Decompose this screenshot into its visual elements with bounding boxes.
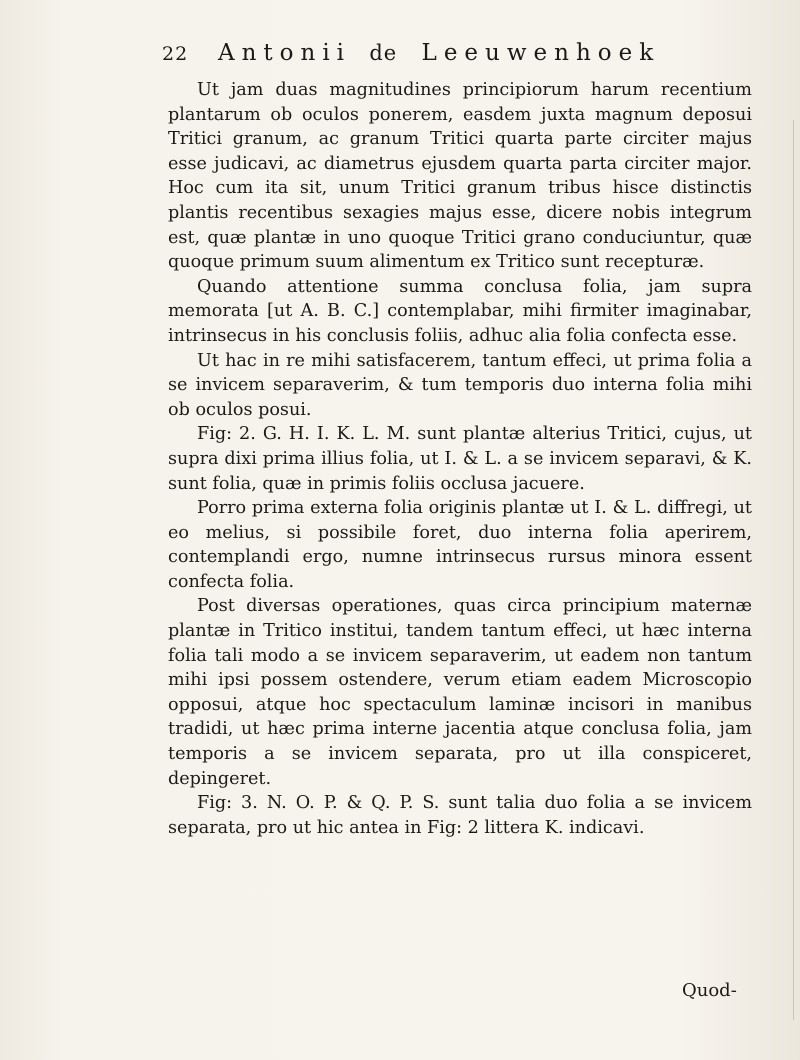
running-title	[218, 40, 660, 66]
paragraph: Fig: 3. N. O. P. & Q. P. S. sunt talia duo folia a se invicem separata, pro ut hic antea in Fig: 2 littera K. indicavi.	[168, 793, 752, 838]
author-first-name: Antonii	[218, 40, 352, 66]
name-particle: de	[369, 41, 398, 65]
body-text	[168, 78, 752, 840]
page-edge-shadow	[793, 120, 794, 1020]
paragraph: Post diversas operationes, quas circa principium maternæ plantæ in Tritico institui, tandem tantum effeci, ut hæc interna folia tali modo a se invicem separaverim, ut eadem non tantum mihi ipsi possem ostendere, verum etiam eadem Microscopio opposui, atque hoc spectaculum laminæ incisori in manibus tradidi, ut hæc prima interne jacentia atque conclusa folia, jam temporis a se invicem separata, pro ut illa conspiceret, depingeret.	[168, 596, 752, 789]
paragraph: Ut jam duas magnitudines principiorum harum recentium plantarum ob oculos ponerem, easdem juxta magnum deposui Tritici granum, ac granum Tritici quarta parte circiter majus esse judicavi, ac diametrus ejusdem quarta parta circiter major. Hoc cum ita sit, unum Tritici granum tribus hisce distinctis plantis recentibus sexagies majus esse, dicere nobis integrum est, quæ plantæ in uno quoque Tritici grano conduciuntur, quæ quoque primum suum alimentum ex Tritico sunt recepturæ.	[168, 80, 752, 273]
author-last-name: Leeuwenhoek	[421, 40, 661, 66]
catchword: Quod-	[682, 980, 737, 1001]
running-header	[162, 40, 722, 74]
paragraph: Porro prima externa folia originis plantæ ut I. & L. diffregi, ut eo melius, si possibile foret, duo interna folia aperirem, contemplandi ergo, numne intrinsecus rursus minora essent confecta folia.	[168, 498, 752, 592]
paragraph: Ut hac in re mihi satisfacerem, tantum effeci, ut prima folia a se invicem separaverim, & tum temporis duo interna folia mihi ob oculos posui.	[168, 350, 752, 420]
page-number: 22	[162, 43, 189, 65]
paragraph: Fig: 2. G. H. I. K. L. M. sunt plantæ alterius Tritici, cujus, ut supra dixi prima illius folia, ut I. & L. a se invicem separavi, & K. sunt folia, quæ in primis foliis occlusa jacuere.	[168, 424, 752, 494]
paragraph: Quando attentione summa conclusa folia, jam supra memorata [ut A. B. C.] contemplabar, mihi firmiter imaginabar, intrinsecus in his conclusis foliis, adhuc alia folia confecta esse.	[168, 276, 752, 346]
